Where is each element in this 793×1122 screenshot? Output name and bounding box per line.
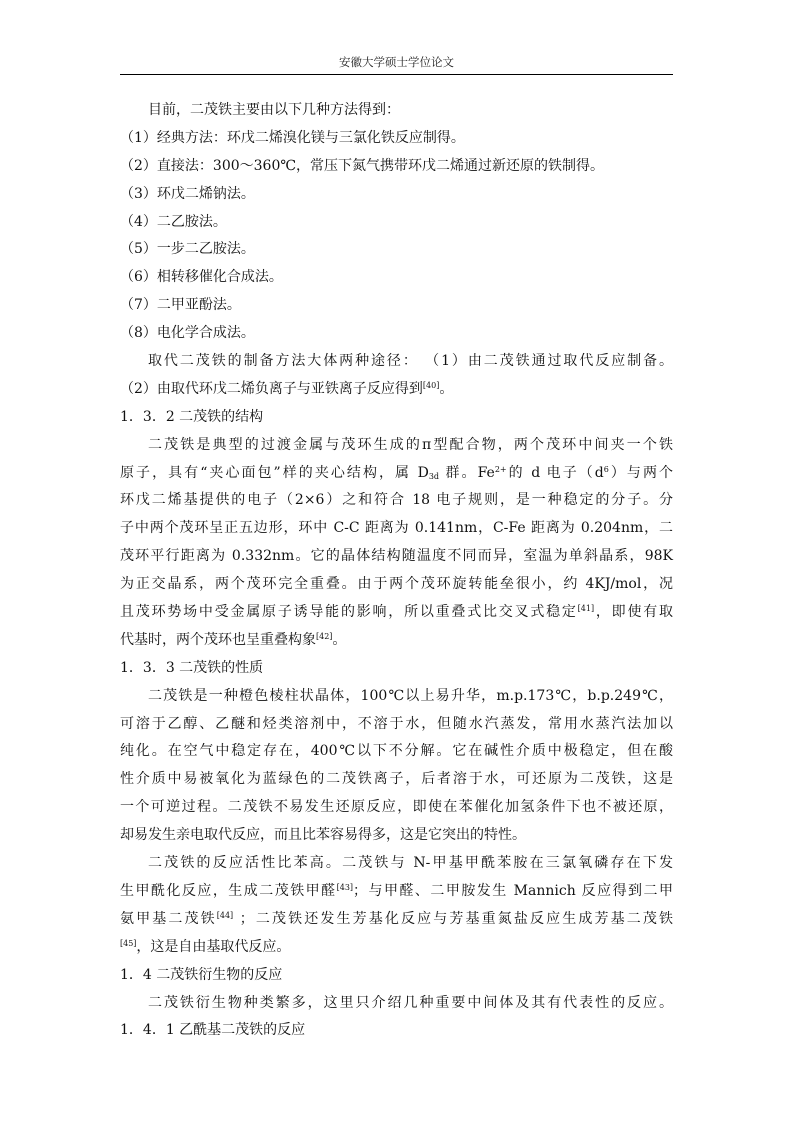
text-span: 生甲酰化反应，生成二茂铁甲醛 bbox=[120, 882, 337, 899]
superscript: [45] bbox=[120, 938, 137, 948]
text-line bbox=[120, 432, 673, 460]
superscript: [41] bbox=[577, 604, 595, 614]
text-line bbox=[120, 571, 673, 599]
text-span: ；与甲醛、二甲胺发生 Mannich 反应得到二甲 bbox=[353, 882, 674, 899]
text-span: （3）环戊二烯钠法。 bbox=[120, 185, 255, 202]
superscript: [43] bbox=[336, 882, 354, 892]
text-line bbox=[120, 822, 673, 850]
text-line bbox=[120, 543, 673, 571]
text-span: （1）经典方法：环戊二烯溴化镁与三氯化铁反应制得。 bbox=[120, 129, 465, 146]
text-line bbox=[120, 515, 673, 543]
text-line bbox=[120, 1017, 673, 1045]
text-span: 子中两个茂环呈正五边形，环中 C-C 距离为 0.141nm，C-Fe 距离为 0.204nm，二 bbox=[120, 520, 673, 537]
text-line bbox=[120, 934, 673, 962]
text-line bbox=[120, 348, 673, 376]
text-line bbox=[120, 738, 673, 766]
text-span: 环戊二烯基提供的电子（2×6）之和符合 18 电子规则，是一种稳定的分子。分 bbox=[120, 492, 673, 509]
text-line bbox=[120, 990, 673, 1018]
text-span: （2）直接法：300～360℃，常压下氮气携带环戊二烯通过新还原的铁制得。 bbox=[120, 157, 605, 174]
text-line bbox=[120, 404, 673, 432]
text-span: ，这是自由基取代反应。 bbox=[136, 938, 291, 955]
page-header bbox=[120, 55, 673, 75]
text-span: （8）电化学合成法。 bbox=[120, 325, 255, 342]
superscript: 2+ bbox=[494, 464, 507, 474]
text-line bbox=[120, 906, 673, 934]
text-line bbox=[120, 209, 673, 237]
text-line bbox=[120, 655, 673, 683]
text-line bbox=[120, 850, 673, 878]
text-span: 1．4 二茂铁衍生物的反应 bbox=[120, 966, 283, 983]
text-span: 二茂铁是一种橙色棱柱状晶体，100℃以上易升华，m.p.173℃，b.p.249℃， bbox=[148, 687, 673, 704]
text-span: 原子，具有“夹心面包”样的夹心结构，属 D bbox=[120, 464, 429, 481]
text-span: 1．4．1 乙酰基二茂铁的反应 bbox=[120, 1022, 306, 1039]
text-span: 。 bbox=[439, 380, 454, 397]
text-span: 的 d 电子（d bbox=[506, 464, 604, 481]
text-span: 却易发生亲电取代反应，而且比苯容易得多，这是它突出的特性。 bbox=[120, 827, 526, 844]
text-line bbox=[120, 376, 673, 404]
text-line bbox=[120, 794, 673, 822]
text-span: ，即使有取 bbox=[594, 604, 674, 621]
text-line bbox=[120, 125, 673, 153]
text-line bbox=[120, 599, 673, 627]
text-line bbox=[120, 264, 673, 292]
text-span: 代基时，两个茂环也呈重叠构象 bbox=[120, 631, 316, 648]
text-span: ；二茂铁还发生芳基化反应与芳基重氮盐反应生成芳基二茂铁 bbox=[233, 910, 673, 927]
text-span: 取代二茂铁的制备方法大体两种途径： （1）由二茂铁通过取代反应制备。 bbox=[148, 353, 673, 370]
text-line bbox=[120, 711, 673, 739]
text-span: 可溶于乙醇、乙醚和烃类溶剂中，不溶于水，但随水汽蒸发，常用水蒸汽法加以 bbox=[120, 715, 673, 732]
text-span: 群。Fe bbox=[439, 464, 495, 481]
text-span: （6）相转移催化合成法。 bbox=[120, 269, 283, 286]
text-line bbox=[120, 153, 673, 181]
text-span: 二茂铁衍生物种类繁多，这里只介绍几种重要中间体及其有代表性的反应。 bbox=[148, 994, 673, 1011]
text-line bbox=[120, 766, 673, 794]
text-span: 1．3．2 二茂铁的结构 bbox=[120, 408, 264, 425]
superscript: [44] bbox=[216, 910, 234, 920]
text-line bbox=[120, 97, 673, 125]
superscript: [40] bbox=[422, 380, 440, 390]
text-line bbox=[120, 292, 673, 320]
text-span: （5）一步二乙胺法。 bbox=[120, 241, 255, 258]
text-line bbox=[120, 320, 673, 348]
text-span: （7）二甲亚酚法。 bbox=[120, 297, 241, 314]
text-span: 纯化。在空气中稳定存在，400℃以下不分解。它在碱性介质中极稳定，但在酸 bbox=[120, 743, 673, 760]
text-span: 1．3．3 二茂铁的性质 bbox=[120, 659, 264, 676]
text-span: 二茂铁的反应活性比苯高。二茂铁与 N-甲基甲酰苯胺在三氯氧磷存在下发 bbox=[148, 855, 673, 872]
text-span: 一个可逆过程。二茂铁不易发生还原反应，即使在苯催化加氢条件下也不被还原， bbox=[120, 799, 673, 816]
text-span: 二茂铁是典型的过渡金属与茂环生成的π型配合物，两个茂环中间夹一个铁 bbox=[148, 436, 673, 453]
text-line bbox=[120, 962, 673, 990]
text-span: 。 bbox=[332, 631, 347, 648]
text-line bbox=[120, 181, 673, 209]
text-span: 氨甲基二茂铁 bbox=[120, 910, 217, 927]
text-span: 性介质中易被氧化为蓝绿色的二茂铁离子，后者溶于水，可还原为二茂铁，这是 bbox=[120, 771, 673, 788]
text-span: （4）二乙胺法。 bbox=[120, 213, 227, 230]
text-span: 且茂环势场中受金属原子诱导能的影响，所以重叠式比交叉式稳定 bbox=[120, 604, 578, 621]
text-span: 茂环平行距离为 0.332nm。它的晶体结构随温度不同而异，室温为单斜晶系，98K bbox=[120, 548, 673, 565]
header-title: 安徽大学硕士学位论文 bbox=[339, 55, 454, 69]
text-line bbox=[120, 487, 673, 515]
text-line bbox=[120, 683, 673, 711]
text-span: 目前，二茂铁主要由以下几种方法得到： bbox=[148, 102, 400, 118]
superscript: 6 bbox=[603, 464, 609, 474]
text-line bbox=[120, 236, 673, 264]
thesis-body-text bbox=[120, 97, 673, 1045]
subscript: 3d bbox=[428, 471, 440, 481]
superscript: [42] bbox=[316, 631, 333, 641]
text-span: ）与两个 bbox=[608, 464, 674, 481]
text-line bbox=[120, 627, 673, 655]
text-span: （2）由取代环戊二烯负离子与亚铁离子反应得到 bbox=[120, 380, 423, 397]
text-line bbox=[120, 460, 673, 488]
text-span: 为正交晶系，两个茂环完全重叠。由于两个茂环旋转能垒很小，约 4KJ/mol，况 bbox=[120, 576, 673, 593]
text-line bbox=[120, 878, 673, 906]
